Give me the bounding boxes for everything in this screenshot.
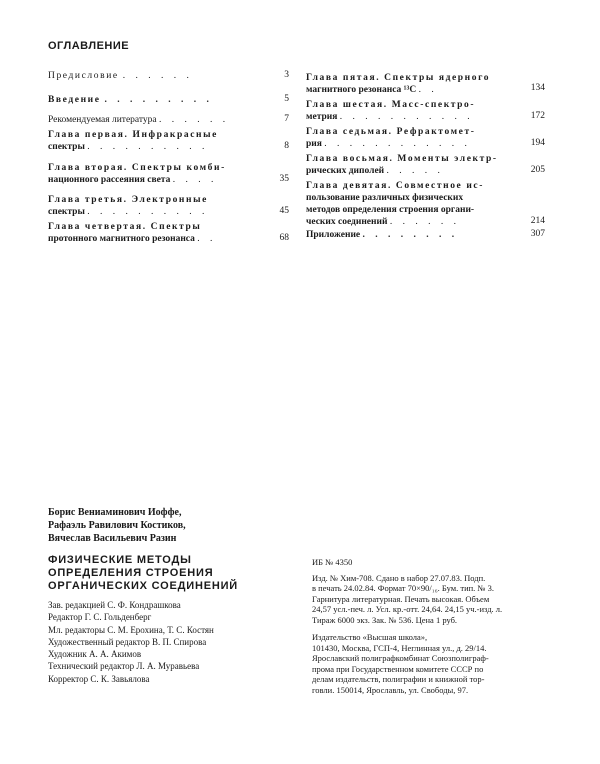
toc-entry-chapter-1[interactable]: [48, 129, 268, 153]
toc-entry-title: Глава девятая. Совместное ис-: [306, 181, 484, 191]
staff-line: Технический редактор Л. А. Муравьева: [48, 661, 200, 672]
toc-entry-chapter-2[interactable]: [48, 162, 268, 186]
book-title-line: ОПРЕДЕЛЕНИЯ СТРОЕНИЯ: [48, 567, 214, 579]
toc-entry-appendix[interactable]: [306, 229, 528, 241]
toc-entry-title: Глава вторая. Спектры комби-: [48, 163, 226, 173]
toc-page-number: 307: [530, 229, 545, 239]
author-name: Рафаэль Равилович Костиков,: [48, 520, 186, 531]
book-title-line: ФИЗИЧЕСКИЕ МЕТОДЫ: [48, 554, 192, 566]
toc-page-number: 205: [530, 165, 545, 175]
authors: [48, 506, 186, 545]
toc-entry-introduction[interactable]: [48, 94, 258, 106]
toc-page-number: 7: [284, 114, 289, 124]
pub-detail-line: 24,57 усл.-печ. л. Усл. кр.-отт. 24,64. 24,15 уч.-изд. л.: [312, 604, 503, 614]
book-title: [48, 554, 238, 593]
publisher-line: 101430, Москва, ГСП-4, Неглинная ул., д. 29/14.: [312, 642, 487, 653]
book-title-line: ОРГАНИЧЕСКИХ СОЕДИНЕНИЙ: [48, 580, 238, 592]
pub-detail-line: Гарнитура литературная. Печать высокая. Объем: [312, 593, 490, 604]
toc-heading: ОГЛАВЛЕНИЕ: [48, 40, 130, 52]
pub-detail-line: Изд. № Хим-708. Сдано в набор 27.07.83. Подп.: [312, 572, 486, 583]
toc-entry-title: спектры . . . . . . . . . .: [48, 207, 209, 217]
toc-page-number: 5: [284, 94, 289, 104]
toc-entry-chapter-9[interactable]: [306, 180, 528, 228]
toc-entry-title: метрия . . . . . . . . . . .: [306, 112, 474, 122]
toc-entry-chapter-4[interactable]: [48, 221, 268, 245]
toc-entry-title: пользование различных физических: [306, 193, 464, 203]
toc-entry-title: Предисловие . . . . . .: [48, 71, 193, 81]
toc-entry-title: Глава четвертая. Спектры: [48, 222, 202, 232]
toc-entry-preface[interactable]: [48, 70, 258, 82]
author-name: Вячеслав Васильевич Разин: [48, 533, 177, 544]
toc-entry-title: рических диполей . . . . .: [306, 166, 444, 176]
toc-page-number: 35: [279, 174, 289, 184]
toc-page-number: 45: [279, 206, 289, 216]
pub-detail-line: Тираж 6000 экз. Зак. № 536. Цена 1 руб.: [312, 614, 458, 625]
toc-entry-chapter-3[interactable]: [48, 194, 268, 218]
toc-entry-title: спектры . . . . . . . . . .: [48, 142, 209, 152]
toc-entry-title: Приложение . . . . . . . .: [306, 230, 459, 240]
toc-entry-title: Глава первая. Инфракрасные: [48, 130, 218, 140]
ib-number: ИБ № 4350: [312, 557, 353, 567]
toc-entry-chapter-8[interactable]: [306, 153, 528, 177]
toc-entry-title: Глава шестая. Масс-спектро-: [306, 100, 476, 110]
toc-page-number: 8: [284, 141, 289, 151]
publisher-line: Издательство «Высшая школа»,: [312, 632, 428, 642]
toc-entry-title: магнитного резонанса ¹³С . .: [306, 85, 438, 95]
staff-line: Редактор Г. С. Гольденберг: [48, 612, 152, 623]
toc-page-number: 172: [530, 111, 545, 121]
toc-entry-title: рия . . . . . . . . . . . .: [306, 139, 471, 149]
staff-line: Художник А. А. Акимов: [48, 649, 142, 660]
printer-line: Ярославский полиграфкомбинат Союзполиграф-: [312, 653, 489, 663]
toc-entry-literature[interactable]: [48, 114, 258, 126]
toc-entry-chapter-6[interactable]: [306, 99, 528, 123]
toc-page-number: 134: [530, 83, 545, 93]
printer-line: делам издательств, полиграфии и книжной тор-: [312, 674, 485, 684]
staff-line: Художественный редактор В. П. Спирова: [48, 636, 207, 647]
toc-entry-title: национного рассеяния света . . . .: [48, 175, 218, 185]
author-name: Борис Вениаминович Иоффе,: [48, 507, 182, 518]
printer-line: прома при Государственном комитете СССР по: [312, 663, 484, 674]
pub-detail-line: в печать 24.02.84. Формат 70×90/₁₆. Бум. тип. № 3.: [312, 583, 495, 593]
toc-entry-title: Глава третья. Электронные: [48, 195, 208, 205]
printer-line: говли. 150014, Ярославль, ул. Свободы, 97.: [312, 684, 469, 695]
toc-entry-title: Рекомендуемая литература . . . . . .: [48, 115, 230, 125]
toc-entry-title: Глава седьмая. Рефрактомет-: [306, 127, 476, 137]
staff-line: Корректор С. К. Завьялова: [48, 673, 150, 684]
staff-line: Зав. редакцией С. Ф. Кондрашкова: [48, 600, 181, 610]
editorial-staff: [48, 599, 214, 685]
toc-entry-title: ческих соединений . . . . . .: [306, 217, 460, 227]
toc-entry-title: Введение . . . . . . . . .: [48, 95, 213, 105]
toc-entry-chapter-5[interactable]: [306, 72, 528, 96]
toc-entry-title: методов определения строения органи-: [306, 205, 475, 215]
toc-page-number: 68: [279, 233, 289, 243]
toc-entry-title: протонного магнитного резонанса . .: [48, 234, 217, 244]
toc-entry-chapter-7[interactable]: [306, 126, 528, 150]
toc-page-number: 214: [530, 216, 545, 226]
staff-line: Мл. редакторы С. М. Ерохина, Т. С. Костян: [48, 624, 214, 635]
toc-entry-title: Глава восьмая. Моменты электр-: [306, 154, 498, 164]
publication-details: [312, 557, 562, 695]
toc-page-number: 194: [530, 138, 545, 148]
toc-entry-title: Глава пятая. Спектры ядерного: [306, 73, 491, 83]
toc-page-number: 3: [284, 70, 289, 80]
